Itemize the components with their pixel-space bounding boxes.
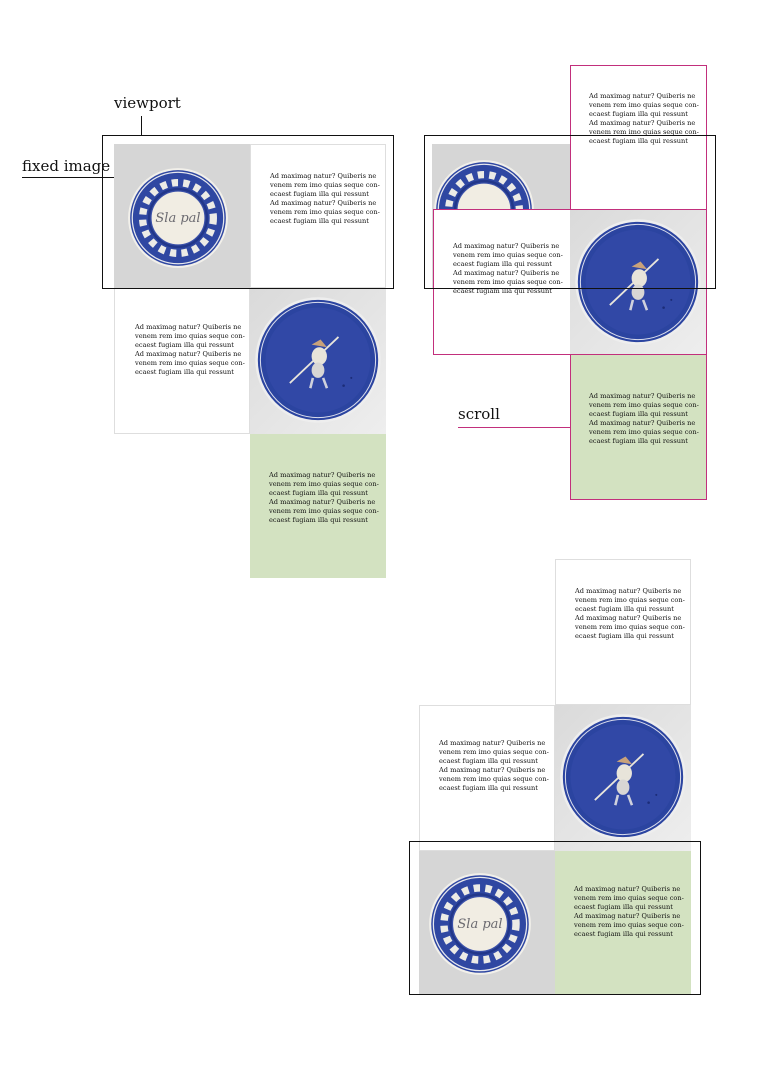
panel-text: Ad maximag natur? Quiberis ne venem rem imo quias seque con- ecaest fugiam illa qui ressunt Ad maximag natur? Quiberis ne venem rem imo quias seque con- ecaest fugiam illa qui ressunt: [589, 92, 699, 145]
plate-figure-image: [570, 210, 706, 355]
panel-text: Ad maximag natur? Quiberis ne venem rem imo quias seque con- ecaest fugiam illa qui ressunt Ad maximag natur? Quiberis ne venem rem imo quias seque con- ecaest fugiam illa qui ressunt: [589, 392, 699, 445]
panel-text: Ad maximag natur? Quiberis ne venem rem imo quias seque con- ecaest fugiam illa qui ressunt Ad maximag natur? Quiberis ne venem rem imo quias seque con- ecaest fugiam illa qui ressunt: [575, 587, 685, 640]
plate-figure-image: [555, 705, 691, 851]
green-text-panel: [570, 355, 706, 499]
green-text-panel: [555, 851, 691, 994]
fixed-image-label: fixed image: [22, 157, 111, 175]
text-panel: [433, 210, 570, 355]
green-text-panel: [250, 434, 386, 578]
text-panel: [114, 288, 250, 434]
scroll-leader-line: [458, 427, 570, 428]
plate-inscription: Sla pal: [155, 211, 201, 226]
fixed-image-panel: [114, 144, 250, 288]
viewport-leader-line: [141, 116, 142, 135]
panel-text: Ad maximag natur? Quiberis ne venem rem imo quias seque con- ecaest fugiam illa qui ressunt Ad maximag natur? Quiberis ne venem rem imo quias seque con- ecaest fugiam illa qui ressunt: [135, 323, 245, 376]
panel-text: Ad maximag natur? Quiberis ne venem rem imo quias seque con- ecaest fugiam illa qui ressunt Ad maximag natur? Quiberis ne venem rem imo quias seque con- ecaest fugiam illa qui ressunt: [574, 885, 684, 938]
panel-text: Ad maximag natur? Quiberis ne venem rem imo quias seque con- ecaest fugiam illa qui ressunt Ad maximag natur? Quiberis ne venem rem imo quias seque con- ecaest fugiam illa qui ressunt: [453, 242, 563, 295]
text-panel: [250, 144, 386, 288]
panel-text: Ad maximag natur? Quiberis ne venem rem imo quias seque con- ecaest fugiam illa qui ressunt Ad maximag natur? Quiberis ne venem rem imo quias seque con- ecaest fugiam illa qui ressunt: [270, 172, 380, 225]
fixed-image-panel: [419, 851, 555, 994]
text-panel: [555, 559, 691, 705]
image-panel: [555, 705, 691, 851]
plate-image: [419, 851, 555, 994]
panel-text: Ad maximag natur? Quiberis ne venem rem imo quias seque con- ecaest fugiam illa qui ressunt Ad maximag natur? Quiberis ne venem rem imo quias seque con- ecaest fugiam illa qui ressunt: [269, 471, 379, 524]
viewport-label: viewport: [114, 94, 181, 112]
plate-figure-image: [250, 288, 386, 434]
text-panel: [419, 705, 555, 851]
image-panel: [570, 210, 706, 355]
plate-inscription: Sla pal: [457, 917, 503, 932]
plate-image: [114, 144, 250, 288]
text-panel: [570, 65, 706, 209]
panel-text: Ad maximag natur? Quiberis ne venem rem imo quias seque con- ecaest fugiam illa qui ressunt Ad maximag natur? Quiberis ne venem rem imo quias seque con- ecaest fugiam illa qui ressunt: [439, 739, 549, 792]
image-panel: [250, 288, 386, 434]
scroll-label: scroll: [458, 405, 500, 423]
